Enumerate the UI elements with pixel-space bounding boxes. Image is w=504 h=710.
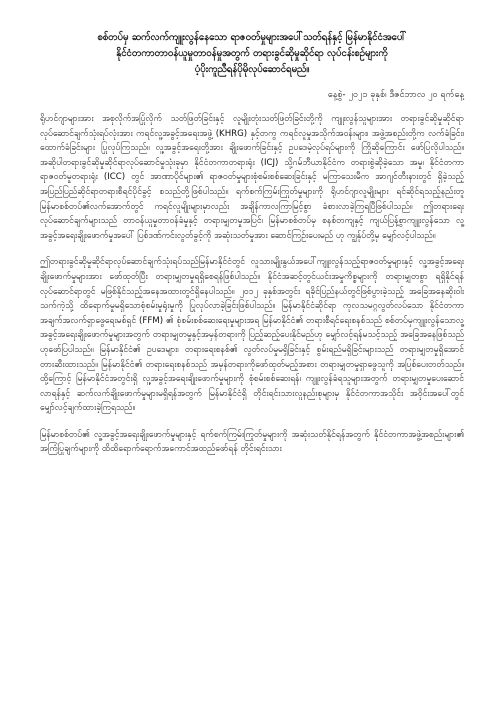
- document-title: [40, 30, 464, 78]
- title-line-2: နိုင်ငံတကာတာဝန်ယူမှုတာဝန်မှုအတွက် တရားခွင်ဆိုမှုဆိုင်ရာ လုပ်ငန်းစဉ်များကို: [116, 48, 388, 59]
- paragraph-3: မြန်မာစစ်တပ်၏ လူ့အခွင့်အရေးချိုးဖောက်မှုများနှင့် ရက်စက်ကြမ်းကြုတ်မှုများကို အဆုံးသတ်နိုင်ရန်အတွက် နိုင်ငံတကာအဖွဲ့အစည်းများ၏ အကြံပြုချက်များကို ထိထိရောက်ရောက်အကောင်အထည်ဖော်ရန် တိုင်းရင်းသား: [40, 429, 464, 455]
- title-line-3: ပံ့ပိုးကူညီရန်ပိုမိုလုပ်ဆောင်ရမည်။: [194, 64, 310, 75]
- paragraph-2: ဤတရားခွင်ဆိုမှုဆိုင်ရာလုပ်ဆောင်ချက်သုံးရပ်သည်မြန်မာနိုင်ငံတွင် လူသားမျိုးနွယ်အပေါ်ကျူးလွန်သည့်ရာဇဝတ်မှုများနှင့် လူ့အခွင့်အရေးချိုးဖောက်မှုများအား ဖော်ထုတ်ပြီး တရားမျှတမှုရရှိစေရန်ဖြစ်ပါသည်။ နိုင်ငံအဆင့်တွင်ယင်းအမှုကိစ္စများကို တရားမျှတစွာ ရရှိနိုင်ရန် လုပ်ဆောင်ရာတွင် မဖြစ်နိုင်သည့်အနေအထားတွင်ရှိနေပါသည်။ ၂၀၁၂ ခုနှစ်အတွင်း ရခိုင်ပြည်နယ်တွင်ဖြစ်ပွားခဲ့သည့် အခြေအနေဆိုးဝါးသက်ကဲ့သို့ ထိရောက်မှုမရှိသောစုံစမ်းမှုရုံးမှုကို ပြုလုပ်လာခဲ့ခြင်းဖြစ်ပါသည်။ မြန်မာနိုင်ငံဆိုင်ရာ ကုလသမဂ္ဂလွတ်လပ်သော နိုင်ငံတကာ အချက်အလက်ရှာဖွေရေးမစ်ရှင် (FFM) ၏ စုံစမ်းစစ်ဆေးရေးမှုများအရ မြန်မာနိုင်ငံ၏ တရားစီရင်ရေးစနစ်သည် စစ်တပ်မှကျူးလွန်သောလူ့အခွင့်အရေးချိုးဖောက်မှုများအတွက် တရားမျှတမှုနှင့်အမှန်တရားကို ပြည့်ဆည့်ပေးနိုင်မည်ဟု မျှော်လင့်ရန်မသင့်သည့် အခြေအနေဖြစ်သည်ဟုဖော်ပြပါသည်။ မြန်မာနိုင်ငံ၏ ဥပဒေများ၊ တရားရေးစနစ်၏ လွတ်လပ်မှုမရှိခြင်းနှင့် စွမ်းရည်မရှိခြင်းများသည် တရားမျှတမှုရှိအောင် တားဆီးထားသည်။ မြန်မာနိုင်ငံ၏ တရားရေးစနစ်သည် အမှန်တရားကိုဖော်ထုတ်မည့်အစား တရားမျှတမှုရှာဖွေသူကို အပြစ်ပေးတတ်သည်။ ထို့ကြောင့် မြန်မာနိုင်ငံအတွင်းရှိ လူ့အခွင့်အရေးချိုးဖောက်မှုများကို စုံစမ်းစစ်ဆေးရန်၊ ကျူးလွန်ခံရသူများအတွက် တရားမျှတမှုပေးဆောင်လာရန်နှင့် ဆက်လက်ချိုးဖောက်မှုများမရှိရန်အတွက် မြန်မာနိုင်ငံရှိ တိုင်းရင်းသားလူနည်းစုများမှ နိုင်ငံတကာအသိုင်း အဝိုင်းအပေါ်တွင် မျှော်လင့်ချက်ထားခဲ့ကြရသည်။: [40, 257, 464, 414]
- document-date: နေ့စွဲ- ၂၀၂၁ ခုနှစ်၊ ဒီဇင်ဘာလ ၂၀ ရက်နေ့: [327, 90, 464, 100]
- title-line-1: စစ်တပ်မှ ဆက်လက်ကျူးလွန်နေသော ရာဇဝတ်မှုများအပေါ်သတ်ရန်နှင့် မြန်မာနိုင်ငံအပေါ်: [97, 32, 407, 43]
- paragraph-1: ရိုဟင်ဂျာများအား အစုလိုက်အပြုံလိုက် သတ်ဖြတ်ခြင်းနှင့် လူမျိုးတုံးသတ်ဖြတ်ခြင်းတို့ကို ကျူးလွန်သူများအား တရားခွင်ဆိုမှုဆိုင်ရာ လုပ်ဆောင်ချက်သုံးရပ်လုံးအား ကရင်လူ့အခွင့်အရေးအဖွဲ့ (KHRG) နှင့်တကွ ကရင်လူမှုအသိုက်အဝန်းများ၊ အဖွဲ့အစည်းတို့က လက်ခံခြင်း၊ ထောက်ခံခြင်းများ ပြုလုပ်ကြသည်။ လူ့အခွင့်အရေးတို့အား ချိုးဖောက်ခြင်းနှင့် ဥပဒေမဲ့လုပ်ရပ်များကို ကြိုဆိုကြောင်း ဖော်ပြလိုပါသည်။ အဆိုပါတရားခွင်ဆိုမှုဆိုင်ရာလုပ်ဆောင်မှုသုံးခုမှာ နိုင်ငံတကာတရားရုံး (ICJ) သို့ဂမ်ဘီယာနိုင်ငံက တရားစွဲဆိုခဲ့သော အမှု၊ နိုင်ငံတကာရာဇဝတ်မှုတရားရုံး (ICC) တွင် အာဏာပိုင်များ၏ ရာဇဝတ်မှုများစုံစမ်းစစ်ဆေးခြင်းနှင့် မကြာသေးမီက အာဂျင်တီးနားတွင် ရှိခဲ့သည့် အပြည်ပြည်ဆိုင်ရာတရားစီရင်ပိုင်ခွင့် စသည်တို့ဖြစ်ပါသည်။ ရက်စက်ကြမ်းကြုတ်မှုများကို ရိုဟင်ဂျာလူမျိုးများ ရင်ဆိုင်ရသည့်နည်းတူ မြန်မာစစ်တပ်၏လက်အောက်တွင် ကရင်လူမျိုးများမှာလည်း အချိန်ကာလကြာမြင့်စွာ ခံစားလာခဲ့ကြရပြီဖြစ်ပါသည်။ ဤတရားရေးလုပ်ဆောင်ချက်များသည် တာဝန်ယူမှုတာဝန်ခံမှုနှင့် တရားမျှတမှုအပြင်၊ မြန်မာစစ်တပ်မှ စနစ်တကျနှင့် ကျယ်ပြန့်စွာကျူးလွန်သော လူ့အခွင့်အရေးချိုးဖောက်မှုအပေါ် ပြစ်ဒဏ်ကင်းလွတ်ခွင့်ကို အဆုံးသတ်မှုအား ဆောင်ကြဉ်းပေးမည် ဟု ကျွန်ုပ်တို့မှ မျှော်လင့်ပါသည်။: [40, 114, 464, 241]
